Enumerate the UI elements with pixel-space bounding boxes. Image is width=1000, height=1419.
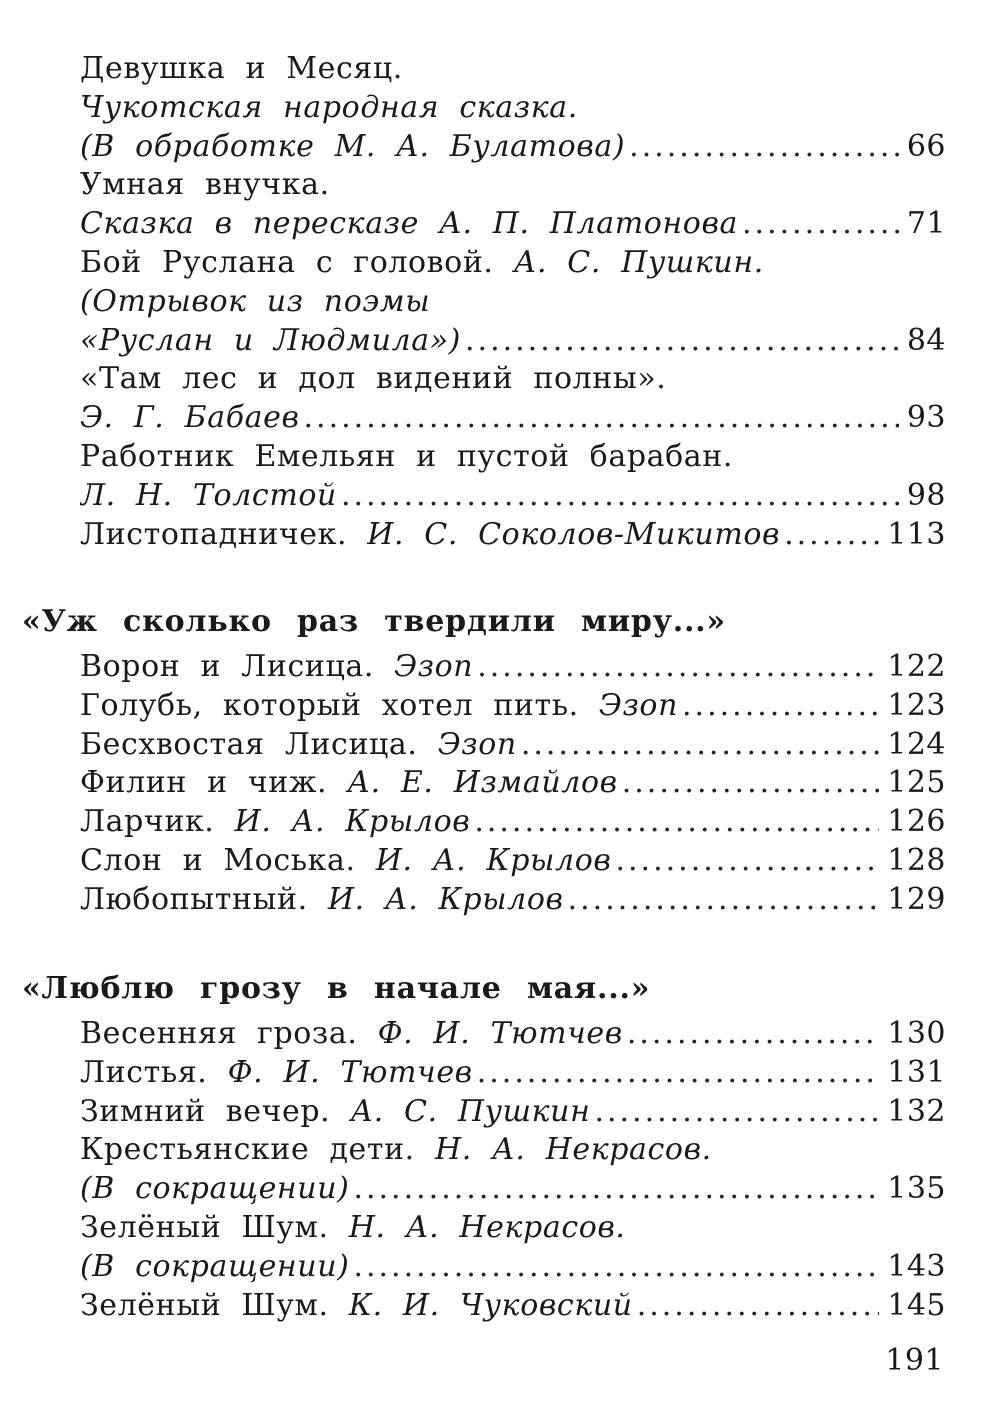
entry-title: Девушка и Месяц. bbox=[80, 51, 403, 86]
entry-title: Листья. bbox=[80, 1054, 208, 1090]
entry-author: (В обработке М. А. Булатова) bbox=[80, 128, 626, 164]
entry-title: Голубь, который хотел пить. bbox=[80, 687, 579, 723]
toc-entry bbox=[80, 881, 946, 920]
entry-author: (Отрывок из поэмы bbox=[80, 283, 431, 319]
toc-entry-text bbox=[80, 1093, 590, 1132]
toc-entry bbox=[80, 477, 946, 516]
toc-entry-text bbox=[80, 360, 666, 399]
entry-title: Крестьянские дети. bbox=[80, 1132, 415, 1168]
dot-leader bbox=[474, 803, 879, 842]
dot-leader bbox=[353, 1170, 879, 1209]
toc-entry bbox=[80, 1287, 946, 1326]
entry-author: К. И. Чуковский bbox=[348, 1287, 633, 1323]
toc-entry bbox=[80, 1131, 946, 1170]
toc-entry bbox=[80, 1209, 946, 1248]
page-number: 191 bbox=[885, 1343, 944, 1378]
entry-page-number: 84 bbox=[906, 322, 946, 358]
section-title-poems: «Люблю грозу в начале мая...» bbox=[22, 971, 651, 1006]
dot-leader bbox=[477, 1054, 880, 1093]
toc-entry-text bbox=[80, 1170, 349, 1209]
entry-page-number: 123 bbox=[887, 687, 946, 723]
toc-entry bbox=[80, 764, 946, 803]
entry-author: Ф. И. Тютчев bbox=[227, 1054, 473, 1090]
toc-entry bbox=[80, 50, 946, 89]
toc-entry-text bbox=[80, 322, 461, 361]
dot-leader bbox=[353, 1248, 879, 1287]
toc-entry bbox=[80, 128, 946, 167]
entry-title: Ларчик. bbox=[80, 804, 215, 840]
entry-page-number: 135 bbox=[887, 1171, 946, 1207]
dot-leader bbox=[568, 881, 880, 920]
entry-page-number: 124 bbox=[887, 726, 946, 762]
entry-title: «Там лес и дол видений полны». bbox=[80, 361, 667, 397]
toc-entry-text bbox=[80, 1015, 623, 1054]
entry-author: Эзоп bbox=[598, 687, 679, 723]
toc-entry-text bbox=[80, 399, 300, 438]
dot-leader bbox=[615, 842, 879, 881]
entry-page-number: 129 bbox=[887, 881, 946, 917]
entry-page-number: 93 bbox=[906, 400, 946, 436]
toc-entry bbox=[80, 687, 946, 726]
entry-page-number: 71 bbox=[906, 206, 946, 242]
entry-author: И. А. Крылов bbox=[234, 804, 471, 840]
toc-entry bbox=[80, 516, 946, 555]
toc-entry bbox=[80, 1093, 946, 1132]
entry-title: Зелёный Шум. bbox=[80, 1209, 329, 1245]
toc-entry-text bbox=[80, 283, 430, 322]
entry-page-number: 125 bbox=[887, 765, 946, 801]
toc-entry bbox=[80, 399, 946, 438]
toc-entry bbox=[80, 803, 946, 842]
entry-author: А. Е. Измайлов bbox=[347, 765, 618, 801]
toc-entry-text bbox=[80, 128, 625, 167]
entry-title: Умная внучка. bbox=[80, 167, 330, 203]
entry-title: Бой Руслана с головой. bbox=[80, 244, 494, 280]
toc-entry-text bbox=[80, 89, 578, 128]
entry-author: И. А. Крылов bbox=[327, 881, 564, 917]
entry-page-number: 143 bbox=[887, 1248, 946, 1284]
entry-author: И. С. Соколов-Микитов bbox=[367, 516, 781, 552]
entry-author: Н. А. Некрасов. bbox=[348, 1209, 626, 1245]
entry-author: (В сокращении) bbox=[80, 1171, 350, 1207]
toc-entry bbox=[80, 648, 946, 687]
entry-title: Ворон и Лисица. bbox=[80, 649, 374, 684]
toc-entry-text bbox=[80, 166, 330, 205]
entry-page-number: 145 bbox=[887, 1287, 946, 1323]
dot-leader bbox=[465, 322, 899, 361]
section-title-fables: «Уж сколько раз твердили миру...» bbox=[22, 604, 726, 639]
toc-entry-text bbox=[80, 687, 678, 726]
entry-author: Ф. И. Тютчев bbox=[377, 1016, 623, 1051]
entry-author: «Руслан и Людмила») bbox=[80, 322, 461, 358]
entry-author: Эзоп bbox=[394, 649, 474, 684]
entry-title: Весенняя гроза. bbox=[80, 1016, 358, 1051]
entry-title: Любопытный. bbox=[80, 881, 308, 917]
toc-block-top bbox=[80, 50, 946, 554]
dot-leader bbox=[742, 205, 899, 244]
toc-entry-text bbox=[80, 1248, 349, 1287]
toc-entry-text bbox=[80, 516, 780, 555]
entry-page-number: 126 bbox=[887, 804, 946, 840]
toc-entry-text bbox=[80, 726, 517, 765]
dot-leader bbox=[304, 399, 899, 438]
toc-entry-text bbox=[80, 764, 618, 803]
entry-page-number: 113 bbox=[887, 516, 946, 552]
toc-entry bbox=[80, 205, 946, 244]
dot-leader bbox=[341, 477, 899, 516]
entry-author: (В сокращении) bbox=[80, 1248, 350, 1284]
entry-page-number: 131 bbox=[887, 1054, 946, 1090]
toc-entry-text bbox=[80, 1209, 626, 1248]
entry-page-number: 130 bbox=[887, 1016, 946, 1051]
entry-author: Э. Г. Бабаев bbox=[80, 400, 300, 436]
toc-entry-text bbox=[80, 1131, 712, 1170]
toc-entry bbox=[80, 1054, 946, 1093]
toc-entry-text bbox=[80, 477, 337, 516]
toc-entry-text bbox=[80, 1054, 473, 1093]
dot-leader bbox=[521, 726, 879, 765]
toc-entry bbox=[80, 1248, 946, 1287]
entry-author: И. А. Крылов bbox=[375, 842, 612, 878]
dot-leader bbox=[622, 764, 880, 803]
toc-entry bbox=[80, 322, 946, 361]
toc-entry-text bbox=[80, 50, 403, 89]
toc-entry-text bbox=[80, 803, 470, 842]
toc-entry bbox=[80, 89, 946, 128]
dot-leader bbox=[637, 1287, 880, 1326]
toc-entry-text bbox=[80, 842, 611, 881]
entry-title: Слон и Моська. bbox=[80, 842, 356, 878]
toc-block-poems bbox=[80, 1015, 946, 1325]
entry-author: Сказка в пересказе А. П. Платонова bbox=[80, 206, 738, 242]
toc-entry-text bbox=[80, 648, 473, 687]
toc-entry bbox=[80, 1015, 946, 1054]
entry-author: А. С. Пушкин bbox=[350, 1093, 591, 1129]
toc-entry-text bbox=[80, 881, 564, 920]
entry-title: Зелёный Шум. bbox=[80, 1287, 329, 1323]
toc-entry bbox=[80, 438, 946, 477]
toc-entry bbox=[80, 244, 946, 283]
entry-author: А. С. Пушкин. bbox=[513, 244, 764, 280]
entry-page-number: 128 bbox=[887, 842, 946, 878]
entry-page-number: 132 bbox=[887, 1093, 946, 1129]
dot-leader bbox=[629, 128, 899, 167]
entry-title: Филин и чиж. bbox=[80, 765, 328, 801]
entry-page-number: 66 bbox=[906, 128, 946, 164]
entry-title: Работник Емельян и пустой барабан. bbox=[80, 438, 733, 474]
toc-entry bbox=[80, 360, 946, 399]
toc-entry-text bbox=[80, 438, 733, 477]
entry-title: Листопадничек. bbox=[80, 516, 348, 552]
entry-author: Н. А. Некрасов. bbox=[434, 1132, 712, 1168]
toc-block-fables bbox=[80, 648, 946, 920]
toc-entry bbox=[80, 283, 946, 322]
entry-page-number: 122 bbox=[887, 649, 946, 684]
toc-entry bbox=[80, 726, 946, 765]
toc-entry-text bbox=[80, 1287, 633, 1326]
toc-entry bbox=[80, 1170, 946, 1209]
entry-author: Эзоп bbox=[437, 726, 517, 762]
dot-leader bbox=[682, 687, 879, 726]
toc-entry-text bbox=[80, 244, 764, 283]
dot-leader bbox=[784, 516, 879, 555]
entry-title: Зимний вечер. bbox=[80, 1093, 331, 1129]
entry-page-number: 98 bbox=[906, 477, 946, 513]
entry-title: Бесхвостая Лисица. bbox=[80, 726, 418, 762]
dot-leader bbox=[477, 648, 879, 687]
dot-leader bbox=[594, 1093, 879, 1132]
entry-author: Чукотская народная сказка. bbox=[80, 89, 578, 125]
entry-author: Л. Н. Толстой bbox=[80, 477, 337, 513]
dot-leader bbox=[627, 1015, 879, 1054]
toc-entry bbox=[80, 166, 946, 205]
toc-entry-text bbox=[80, 205, 738, 244]
toc-entry bbox=[80, 842, 946, 881]
